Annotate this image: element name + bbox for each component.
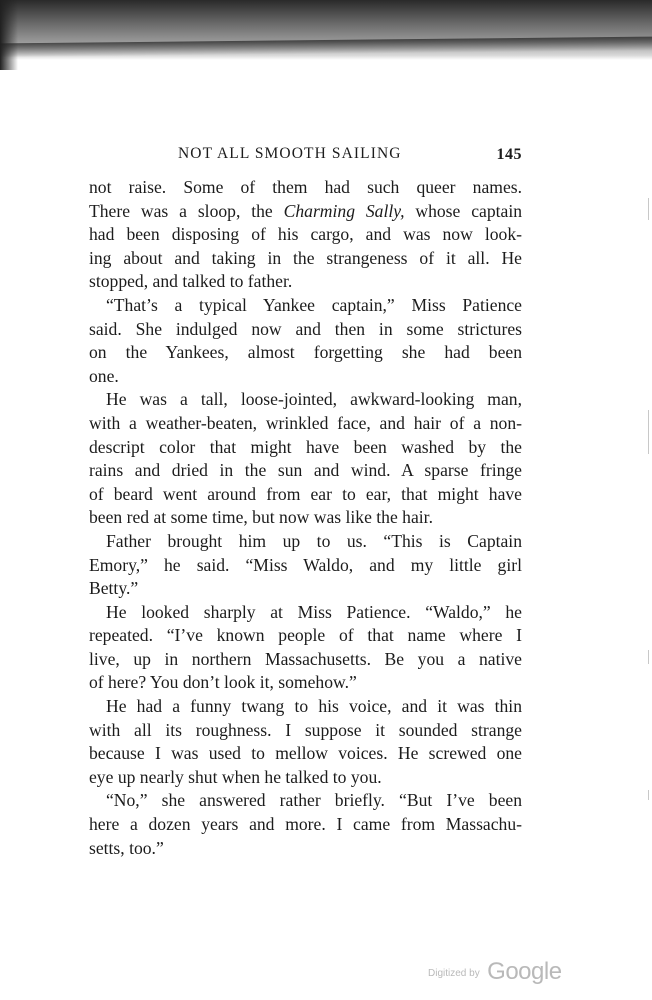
running-head: NOT ALL SMOOTH SAILING xyxy=(178,145,402,162)
text-line: eye up nearly shut when he talked to you. xyxy=(89,766,382,787)
text-line: of beard went around from ear to ear, that might have xyxy=(89,483,522,504)
text-line: had been disposing of his cargo, and was now look- xyxy=(89,224,522,245)
text-line: ing about and taking in the strangeness of it all. He xyxy=(89,247,522,268)
text-line: with a weather-beaten, wrinkled face, and hair of a non- xyxy=(89,412,522,433)
margin-mark xyxy=(648,198,649,220)
text-line: live, up in northern Massachusetts. Be you a native xyxy=(89,648,522,669)
margin-mark xyxy=(648,650,649,664)
text-line: He had a funny twang to his voice, and it was thin xyxy=(106,696,522,717)
page-header xyxy=(88,145,522,167)
text-line: setts, too.” xyxy=(89,837,164,858)
page-number: 145 xyxy=(496,146,522,163)
text-line: one. xyxy=(89,365,119,386)
text-line xyxy=(89,200,522,224)
text-line: not raise. Some of them had such queer names. xyxy=(89,177,522,197)
body-text xyxy=(89,176,522,860)
text-line: said. She indulged now and then in some strictures xyxy=(89,318,522,339)
text-line: of here? You don’t look it, somehow.” xyxy=(89,672,357,693)
margin-mark xyxy=(648,790,649,800)
text-line: with all its roughness. I suppose it sounded strange xyxy=(89,719,522,740)
text-line: Father brought him up to us. “This is Captain xyxy=(106,530,522,551)
text-line: rains and dried in the sun and wind. A sparse fringe xyxy=(89,460,522,481)
italic-ship-name: Charming Sally, xyxy=(283,200,405,221)
watermark-brand: Google xyxy=(487,958,562,985)
text-line: Betty.” xyxy=(89,578,139,599)
text-line: repeated. “I’ve known people of that name where I xyxy=(89,625,522,646)
watermark-digitized-label: Digitized by xyxy=(428,968,480,979)
text-line: Emory,” he said. “Miss Waldo, and my little girl xyxy=(89,554,522,575)
margin-mark xyxy=(648,410,649,454)
text-line: “That’s a typical Yankee captain,” Miss Patience xyxy=(106,294,522,315)
text-line-segment: whose captain xyxy=(404,200,522,221)
digitized-by-google-watermark xyxy=(428,958,562,986)
text-line: been red at some time, but now was like the hair. xyxy=(89,507,433,528)
text-line-segment: There was a sloop, the xyxy=(89,200,284,221)
text-line: because I was used to mellow voices. He screwed one xyxy=(89,743,522,764)
text-line: here a dozen years and more. I came from Massachu- xyxy=(89,814,522,835)
text-line: stopped, and talked to father. xyxy=(89,271,293,292)
text-line: “No,” she answered rather briefly. “But I’ve been xyxy=(106,790,522,811)
text-line: He was a tall, loose-jointed, awkward-looking man, xyxy=(106,389,522,410)
text-line: descript color that might have been washed by the xyxy=(89,436,522,457)
scanned-page-corner-shadow xyxy=(0,0,18,70)
text-line: on the Yankees, almost forgetting she had been xyxy=(89,342,522,363)
text-line: He looked sharply at Miss Patience. “Waldo,” he xyxy=(106,601,522,622)
